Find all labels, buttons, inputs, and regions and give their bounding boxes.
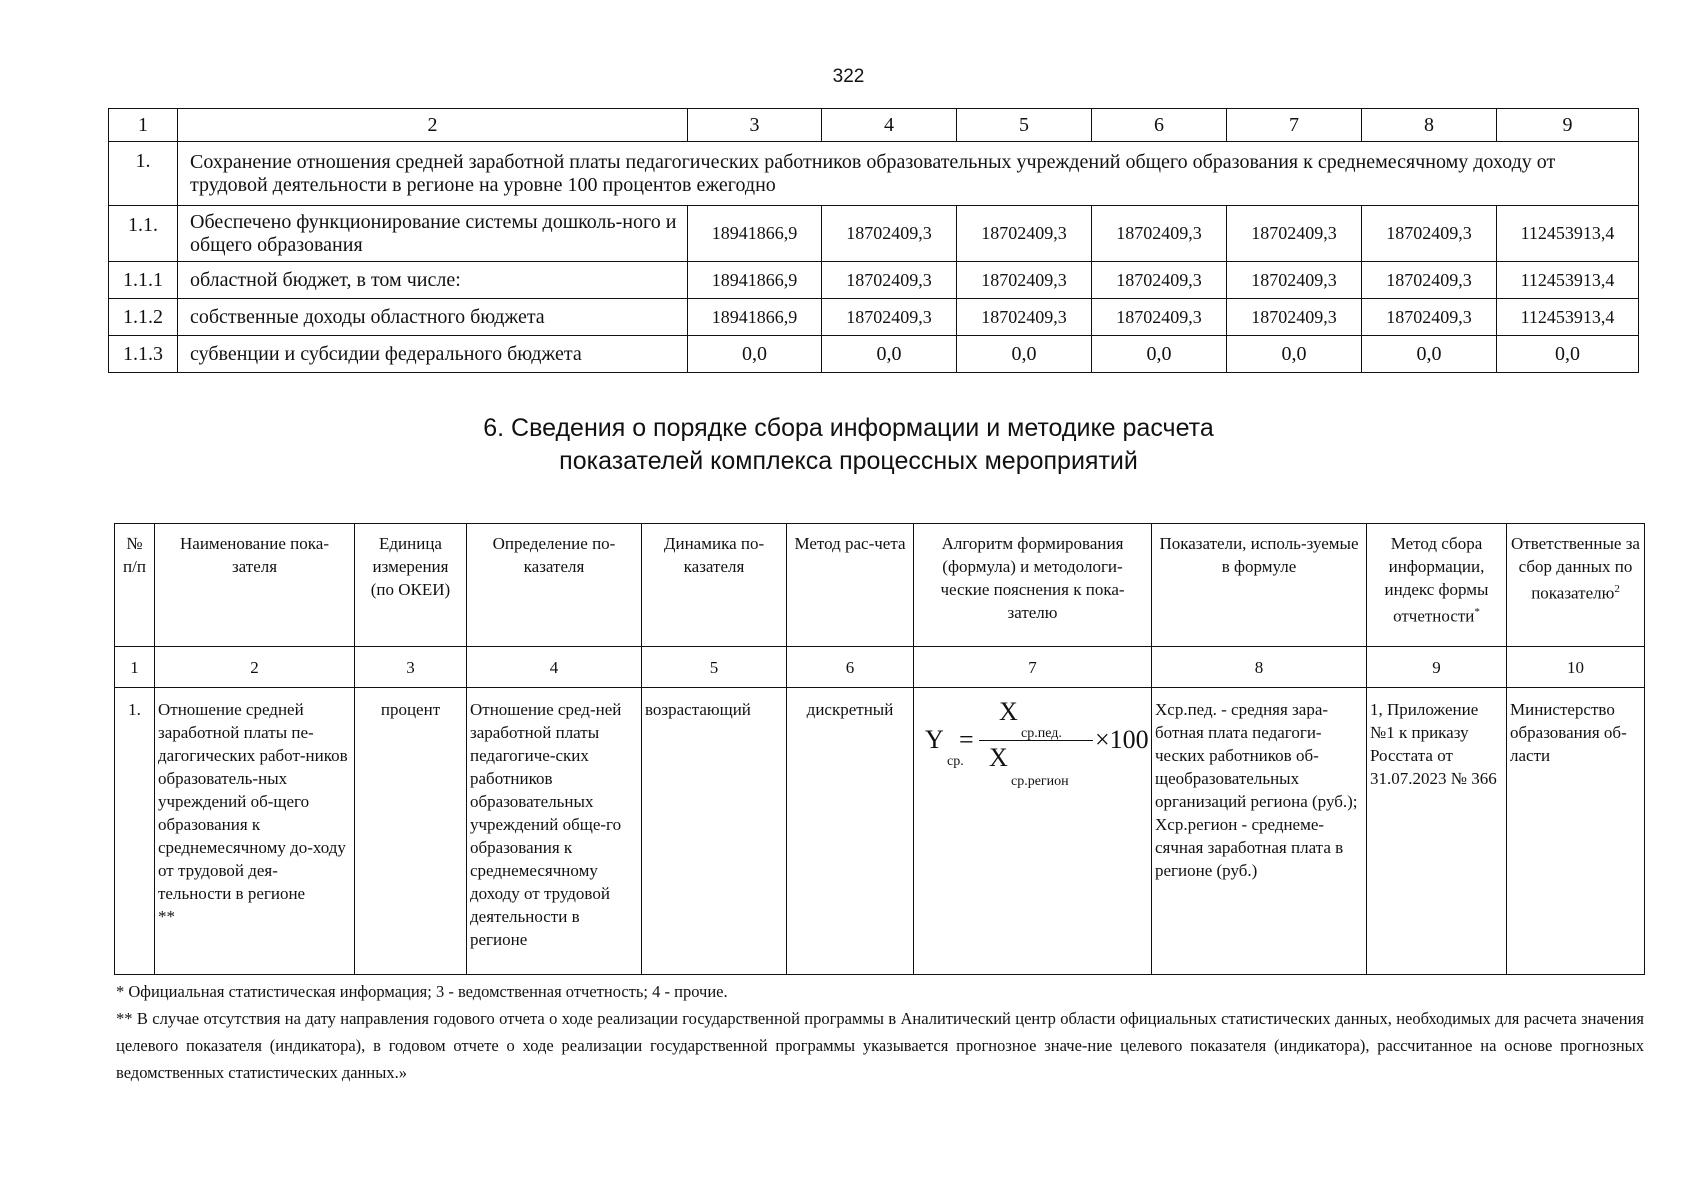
table-row	[109, 206, 1639, 262]
value-cell: 112453913,4	[1497, 262, 1639, 299]
value-cell: 18941866,9	[688, 262, 822, 299]
dynamics: возрастающий	[642, 688, 787, 975]
column-number: 10	[1507, 647, 1645, 688]
formula-denominator-sub: ср.регион	[1011, 774, 1069, 789]
formula-eq: =	[959, 725, 974, 754]
table-row	[109, 299, 1639, 336]
value-cell: 18702409,3	[1362, 206, 1497, 262]
header-cell	[1367, 524, 1507, 647]
formula-cell	[914, 688, 1152, 975]
column-number: 7	[914, 647, 1152, 688]
indicator-name-text: Отношение средней заработной платы пе-дагогических работ-ников образователь-ных учреждений об-щего образования к среднемесячному до-ходу от трудовой дея-тельности в регионе	[158, 700, 348, 903]
page-number: 322	[832, 66, 865, 87]
value-cell: 18702409,3	[822, 262, 957, 299]
column-number: 8	[1152, 647, 1367, 688]
column-number: 2	[155, 647, 355, 688]
value-cell: 0,0	[1497, 336, 1639, 373]
row-name: областной бюджет, в том числе:	[178, 262, 688, 299]
funding-table	[108, 108, 1639, 373]
table-row	[115, 688, 1645, 975]
definition: Отношение сред-ней заработной платы педагогиче-ских работников образовательных учреждений обще-го образования к среднемесячному доходу от трудовой деятельности в регионе	[467, 688, 642, 975]
header-cell: 9	[1497, 109, 1639, 142]
value-cell: 18702409,3	[1362, 262, 1497, 299]
row-name: собственные доходы областного бюджета	[178, 299, 688, 336]
header-text: Ответственные за сбор данных по показателю	[1511, 534, 1640, 603]
column-number: 1	[115, 647, 155, 688]
value-cell: 18702409,3	[1362, 299, 1497, 336]
footnote-mark: *	[1474, 606, 1480, 618]
value-cell: 18702409,3	[957, 299, 1092, 336]
value-cell: 18941866,9	[688, 206, 822, 262]
heading-line: показателей комплекса процессных мероприятий	[559, 447, 1138, 475]
column-number: 6	[787, 647, 914, 688]
value-cell: 18702409,3	[1227, 206, 1362, 262]
header-text: Метод сбора информации, индекс формы отчетности	[1384, 534, 1489, 626]
table-row	[109, 262, 1639, 299]
methodology-header	[115, 524, 1645, 647]
column-number: 9	[1367, 647, 1507, 688]
header-cell: 2	[178, 109, 688, 142]
row-number: 1.1.3	[109, 336, 178, 373]
value-cell: 0,0	[822, 336, 957, 373]
value-cell: 0,0	[1092, 336, 1227, 373]
value-cell: 18702409,3	[957, 206, 1092, 262]
footnote-mark: 2	[1614, 583, 1620, 595]
header-cell: 7	[1227, 109, 1362, 142]
header-cell: Единица измерения (по ОКЕИ)	[355, 524, 467, 647]
header-cell: 5	[957, 109, 1092, 142]
header-cell: 1	[109, 109, 178, 142]
footnote-mark: **	[158, 907, 175, 926]
calc-method: дискретный	[787, 688, 914, 975]
header-cell: Метод рас-чета	[787, 524, 914, 647]
footnote-1: * Официальная статистическая информация; 3 - ведомственная отчетность; 4 - прочие.	[116, 982, 728, 1001]
header-cell: 3	[688, 109, 822, 142]
header-cell: Показатели, исполь-зуемые в формуле	[1152, 524, 1367, 647]
section-text: Сохранение отношения средней заработной платы педагогических работников образовательных учреждений общего образования к среднемесячному доходу от трудовой деятельности в регионе на уровне 100 процентов ежегодно	[178, 142, 1639, 206]
header-cell: Наименование пока-зателя	[155, 524, 355, 647]
methodology-table	[114, 523, 1645, 975]
value-cell: 0,0	[688, 336, 822, 373]
header-cell: 6	[1092, 109, 1227, 142]
row-number: 1.1.2	[109, 299, 178, 336]
header-cell: Определение по-казателя	[467, 524, 642, 647]
header-cell: 8	[1362, 109, 1497, 142]
section-heading	[0, 412, 1697, 478]
footnotes	[116, 978, 1644, 1086]
column-number-row	[115, 647, 1645, 688]
value-cell: 18702409,3	[1092, 262, 1227, 299]
value-cell: 18941866,9	[688, 299, 822, 336]
value-cell: 0,0	[1227, 336, 1362, 373]
footnote-2: ** В случае отсутствия на дату направления годового отчета о ходе реализации государственной программы в Аналитический центр области официальных статистических данных, необходимых для расчета значения целевого показателя (индикатора), в годовом отчете о ходе реализации государственной программы указывается прогнозное значе-ние целевого показателя (индикатора), рассчитанное на основе прогнозных ведомственных статистических данных.»	[116, 1009, 1644, 1082]
row-number: 1.1.1	[109, 262, 178, 299]
header-cell	[1507, 524, 1645, 647]
indicator-name	[155, 688, 355, 975]
value-cell: 18702409,3	[1092, 299, 1227, 336]
value-cell: 18702409,3	[957, 262, 1092, 299]
value-cell: 18702409,3	[822, 299, 957, 336]
funding-table-header	[109, 109, 1639, 142]
value-cell: 18702409,3	[1227, 262, 1362, 299]
section-number: 1.	[109, 142, 178, 206]
header-cell: 4	[822, 109, 957, 142]
formula-y-sub: ср.	[947, 754, 964, 769]
column-number: 3	[355, 647, 467, 688]
collection-method: 1, Приложение №1 к приказу Росстата от 31.07.2023 № 366	[1367, 688, 1507, 975]
column-number: 5	[642, 647, 787, 688]
header-cell: Динамика по-казателя	[642, 524, 787, 647]
formula-numerator: X	[999, 697, 1018, 726]
value-cell: 0,0	[1362, 336, 1497, 373]
responsible: Министерство образования об-ласти	[1507, 688, 1645, 975]
header-cell: № п/п	[115, 524, 155, 647]
formula-denominator: X	[989, 743, 1008, 772]
value-cell: 112453913,4	[1497, 299, 1639, 336]
unit: процент	[355, 688, 467, 975]
formula-indicators: Хср.пед. - средняя зара-ботная плата педагоги-ческих работников об-щеобразовательных организаций региона (руб.); Хср.регион - среднеме-сячная заработная плата в регионе (руб.)	[1152, 688, 1367, 975]
row-number: 1.	[115, 688, 155, 975]
column-number: 4	[467, 647, 642, 688]
value-cell: 18702409,3	[1227, 299, 1362, 336]
value-cell: 112453913,4	[1497, 206, 1639, 262]
value-cell: 0,0	[957, 336, 1092, 373]
row-number: 1.1.	[109, 206, 178, 262]
formula	[917, 698, 1148, 788]
row-name: субвенции и субсидии федерального бюджета	[178, 336, 688, 373]
heading-line: 6. Сведения о порядке сбора информации и методике расчета	[483, 414, 1214, 442]
fraction-bar	[979, 740, 1093, 741]
header-cell: Алгоритм формирования (формула) и методологи-ческие пояснения к пока-зателю	[914, 524, 1152, 647]
formula-numerator-sub: ср.пед.	[1021, 726, 1062, 741]
row-name: Обеспечено функционирование системы дошколь-ного и общего образования	[178, 206, 688, 262]
section-row	[109, 142, 1639, 206]
table-row	[109, 336, 1639, 373]
value-cell: 18702409,3	[822, 206, 957, 262]
formula-multiplier: ×100	[1095, 725, 1149, 754]
formula-y: Y	[925, 725, 944, 754]
value-cell: 18702409,3	[1092, 206, 1227, 262]
